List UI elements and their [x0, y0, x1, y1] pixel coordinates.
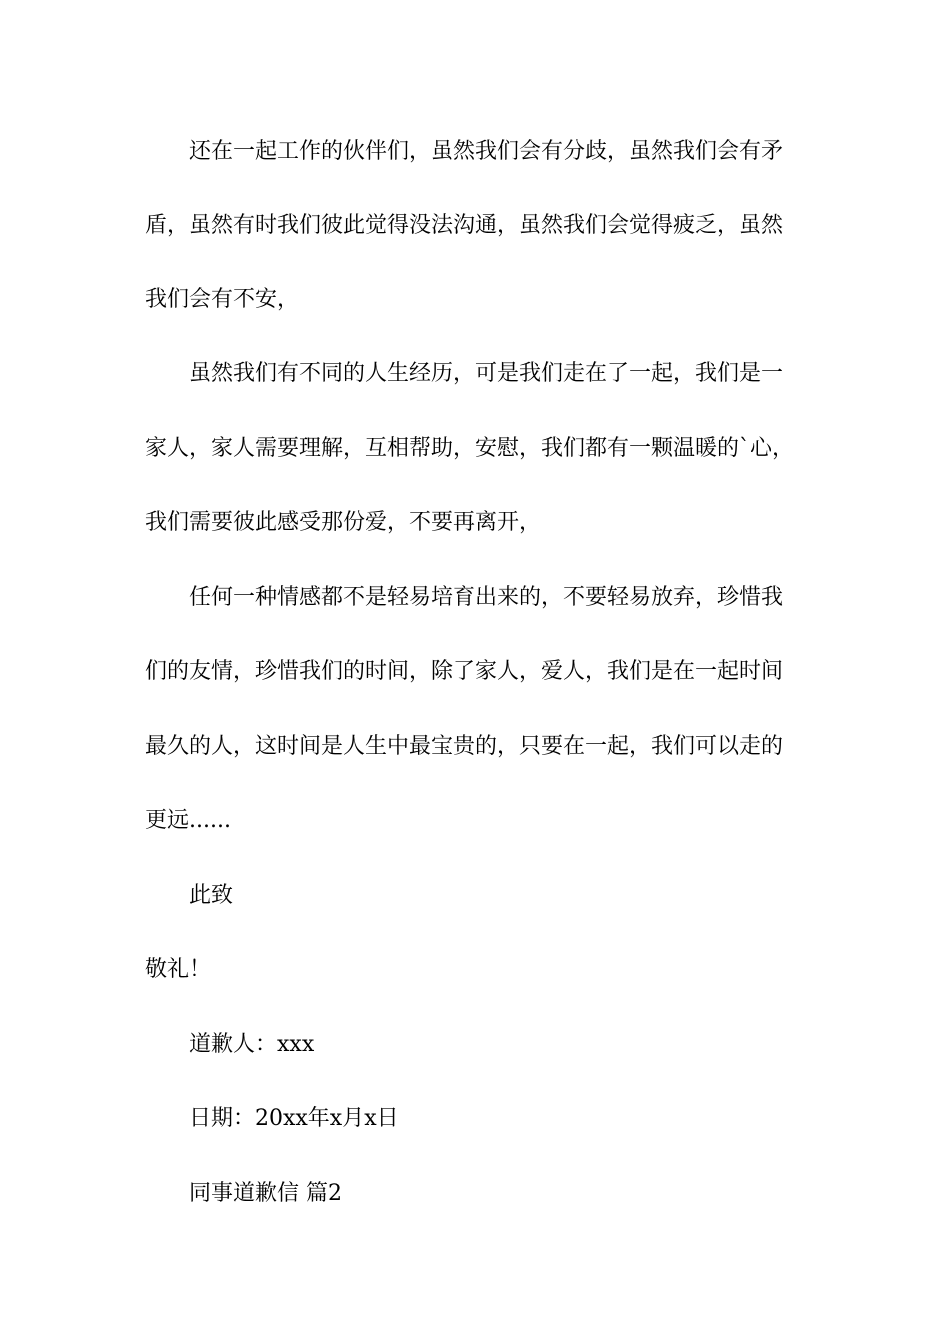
- next-section-title: 同事道歉信 篇2: [189, 1181, 342, 1206]
- paragraph-3-line-2: 们的友情，珍惜我们的时间，除了家人，爱人，我们是在一起时间: [145, 659, 784, 684]
- signer-line: 道歉人：xxx: [189, 1032, 315, 1057]
- paragraph-1-line-3: 我们会有不安，: [145, 287, 300, 312]
- paragraph-1-line-1: 还在一起工作的伙伴们，虽然我们会有分歧，虽然我们会有矛: [189, 139, 784, 164]
- paragraph-3-line-3: 最久的人，这时间是人生中最宝贵的，只要在一起，我们可以走的: [145, 734, 784, 759]
- paragraph-2-line-2: 家人，家人需要理解，互相帮助，安慰，我们都有一颗温暖的`心，: [145, 436, 795, 461]
- paragraph-1-line-2: 盾，虽然有时我们彼此觉得没法沟通，虽然我们会觉得疲乏，虽然: [145, 213, 784, 238]
- paragraph-3-line-4: 更远......: [145, 808, 231, 833]
- date-line: 日期：20xx年x月x日: [189, 1106, 399, 1131]
- closing-regards: 敬礼！: [145, 957, 212, 982]
- paragraph-3-line-1: 任何一种情感都不是轻易培育出来的，不要轻易放弃，珍惜我: [189, 585, 784, 610]
- paragraph-2-line-1: 虽然我们有不同的人生经历，可是我们走在了一起，我们是一: [189, 361, 784, 386]
- closing-salutation: 此致: [189, 883, 234, 908]
- paragraph-2-line-3: 我们需要彼此感受那份爱，不要再离开，: [145, 510, 542, 535]
